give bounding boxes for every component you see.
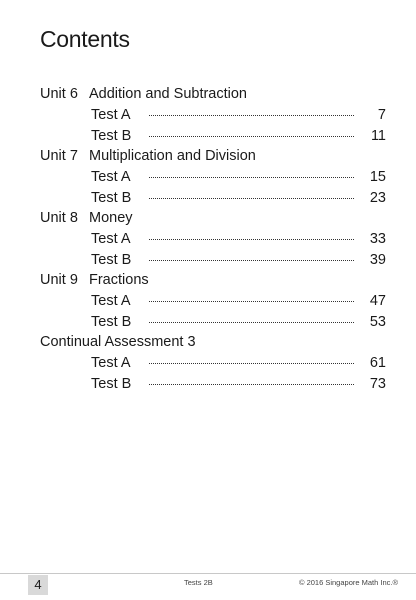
entry-label: Test B xyxy=(91,251,132,268)
dot-leader xyxy=(149,136,354,137)
entry-page-number: 7 xyxy=(377,107,386,123)
unit-label: Unit 9 xyxy=(40,272,78,288)
toc-section-unit-6 xyxy=(40,84,386,146)
entry-label: Test A xyxy=(91,169,131,185)
dot-leader xyxy=(149,260,354,261)
entry-label: Test B xyxy=(91,375,132,392)
entry-page-number: 73 xyxy=(369,375,386,392)
unit-label: Unit 8 xyxy=(40,210,78,226)
dot-leader xyxy=(149,363,354,364)
entry-label: Test B xyxy=(91,127,132,144)
entry-label: Test B xyxy=(91,189,132,206)
toc-section-unit-9 xyxy=(40,270,386,332)
entry-page-number: 11 xyxy=(370,127,386,144)
toc-section-unit-8 xyxy=(40,208,386,270)
entry-label: Test A xyxy=(91,231,131,247)
toc-section-unit-7 xyxy=(40,146,386,208)
unit-title: Continual Assessment 3 xyxy=(40,334,196,350)
toc-entry[interactable] xyxy=(40,229,386,250)
entry-page-number: 61 xyxy=(369,355,386,371)
page-footer xyxy=(0,573,416,596)
dot-leader xyxy=(149,177,354,178)
unit-title: Money xyxy=(89,210,133,226)
toc-entry[interactable] xyxy=(40,374,386,395)
toc-entry[interactable] xyxy=(40,353,386,374)
entry-page-number: 33 xyxy=(369,231,386,247)
toc-entry[interactable] xyxy=(40,126,386,147)
toc-entry[interactable] xyxy=(40,105,386,126)
page-title: Contents xyxy=(40,26,130,52)
dot-leader xyxy=(149,301,354,302)
entry-page-number: 47 xyxy=(369,293,386,309)
unit-title: Addition and Subtraction xyxy=(89,86,247,102)
dot-leader xyxy=(149,239,354,240)
toc-entry[interactable] xyxy=(40,291,386,312)
section-heading xyxy=(40,270,386,290)
footer-book-title: Tests 2B xyxy=(184,578,213,587)
entry-label: Test A xyxy=(91,293,131,309)
dot-leader xyxy=(149,322,354,323)
entry-page-number: 53 xyxy=(369,313,386,330)
dot-leader xyxy=(149,198,354,199)
footer-copyright: © 2016 Singapore Math Inc.® xyxy=(298,578,398,587)
entry-label: Test B xyxy=(91,313,132,330)
unit-title: Fractions xyxy=(89,272,149,288)
entry-label: Test A xyxy=(91,107,131,123)
toc-entry[interactable] xyxy=(40,188,386,209)
unit-title: Multiplication and Division xyxy=(89,148,256,164)
toc-entry[interactable] xyxy=(40,312,386,333)
table-of-contents xyxy=(40,84,386,394)
section-heading xyxy=(40,208,386,228)
section-heading xyxy=(40,84,386,104)
toc-entry[interactable] xyxy=(40,250,386,271)
unit-label: Unit 6 xyxy=(40,86,78,102)
toc-entry[interactable] xyxy=(40,167,386,188)
dot-leader xyxy=(149,384,354,385)
page-number: 4 xyxy=(28,575,48,595)
entry-page-number: 15 xyxy=(369,169,386,185)
section-heading xyxy=(40,146,386,166)
toc-section-continual-assessment xyxy=(40,332,386,394)
entry-label: Test A xyxy=(91,355,131,371)
section-heading xyxy=(40,332,386,352)
entry-page-number: 39 xyxy=(369,251,386,268)
unit-label: Unit 7 xyxy=(40,148,78,164)
entry-page-number: 23 xyxy=(369,189,386,206)
dot-leader xyxy=(149,115,354,116)
